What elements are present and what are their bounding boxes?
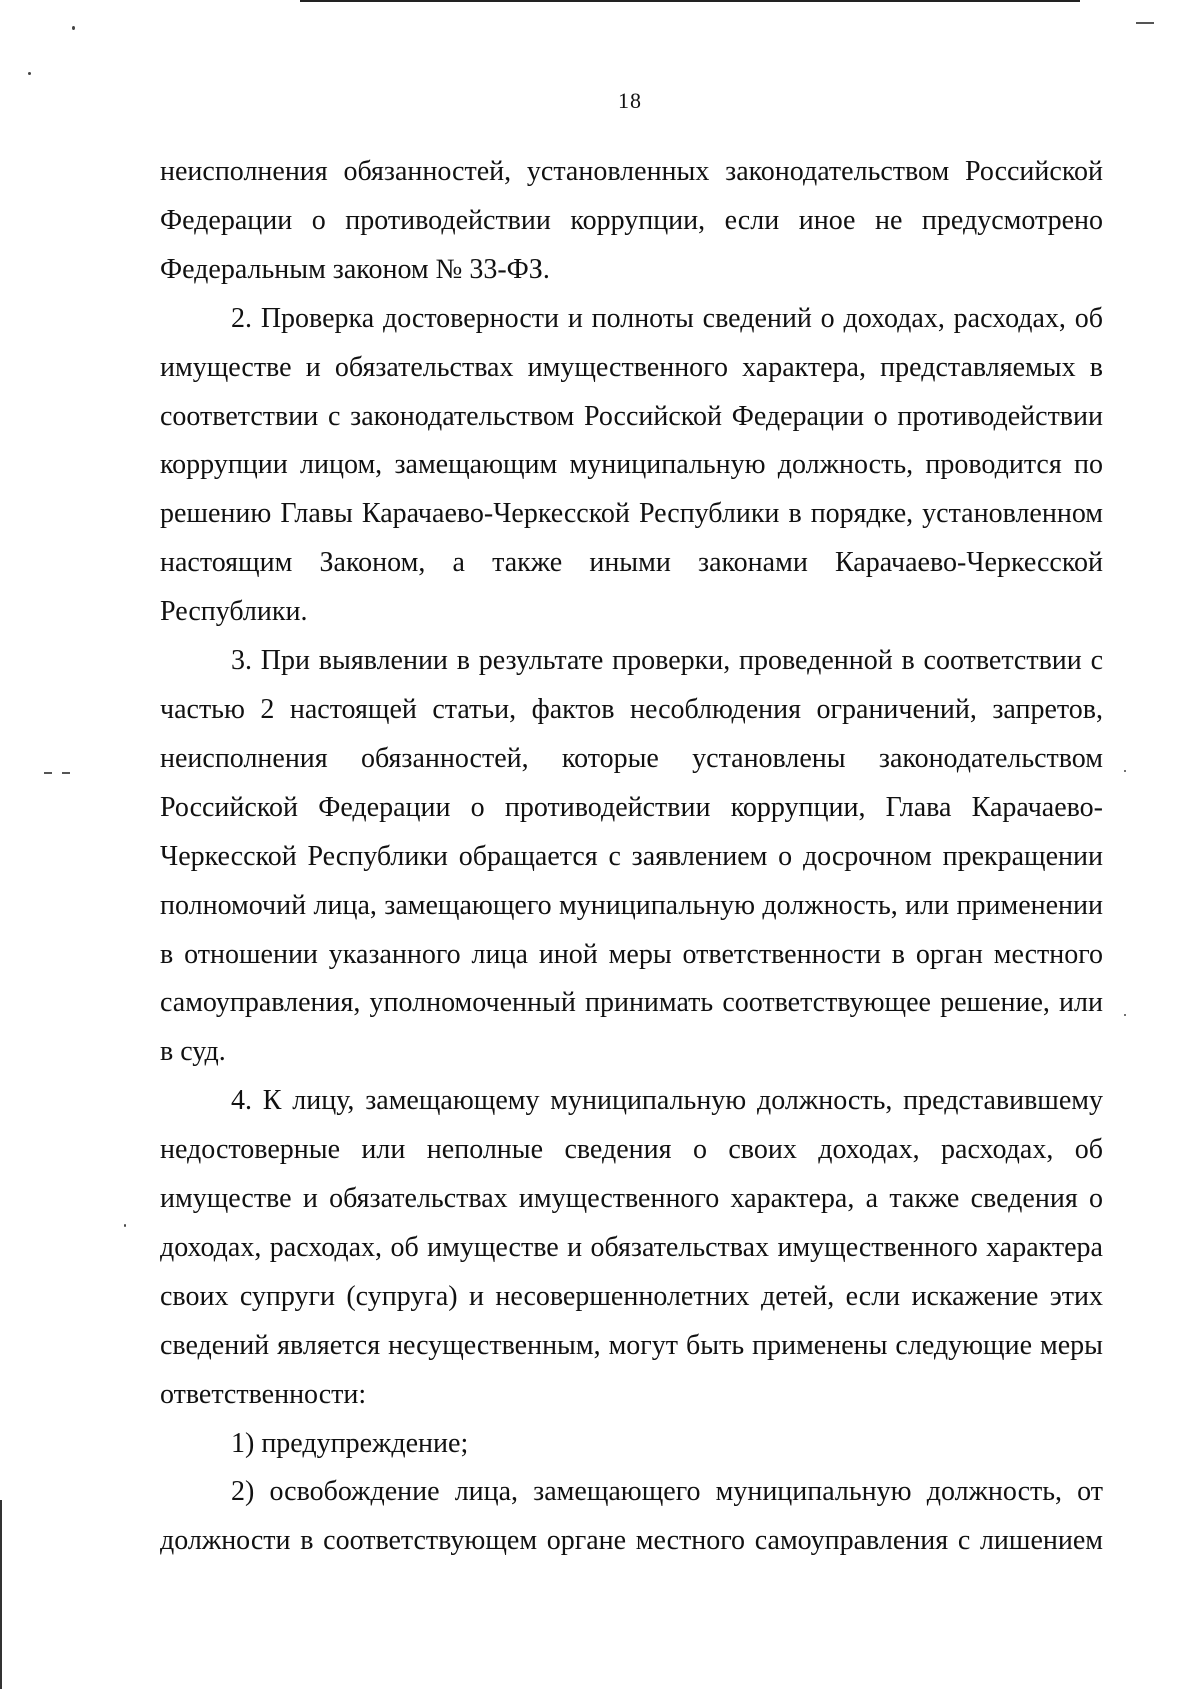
scan-dash	[1136, 22, 1154, 24]
scan-speck	[72, 26, 75, 30]
scan-dash	[44, 772, 52, 774]
paragraph-item-4: 4. К лицу, замещающему муниципальную должность, представившему недостоверные или неполные сведения о своих доходах, расходах, об имуществе и обязательствах имущественного характера, а также сведения о доходах, расходах, об имуществе и обязательствах имущественного характера своих супруги (супруга) и несовершеннолетних детей, если искажение этих сведений является несущественным, могут быть применены следующие меры ответственности:	[160, 1085, 1103, 1410]
paragraph-item-3: 3. При выявлении в результате проверки, проведенной в соответствии с частью 2 настоящей статьи, фактов несоблюдения ограничений, запретов, неисполнения обязанностей, которые установлены законодательством Российской Федерации о противодействии коррупции, Глава Карачаево-Черкесской Республики обращается с заявлением о досрочном прекращении полномочий лица, замещающего муниципальную должность, или применении в отношении указанного лица иной меры ответственности в орган местного самоуправления, уполномоченный принимать соответствующее решение, или в суд.	[160, 645, 1103, 1068]
scan-speck	[1124, 770, 1126, 772]
list-item-2: 2) освобождение лица, замещающего муниципальную должность, от должности в соответствующем органе местного самоуправления с лишением	[160, 1476, 1103, 1557]
scan-speck	[28, 72, 31, 75]
scan-speck	[1124, 1014, 1126, 1016]
paragraph-continuation: неисполнения обязанностей, установленных законодательством Российской Федерации о противодействии коррупции, если иное не предусмотрено Федеральным законом № 33-ФЗ.	[160, 156, 1103, 285]
scan-speck	[124, 1224, 126, 1227]
scan-top-edge	[300, 0, 1080, 2]
page-number: 18	[618, 88, 642, 113]
scan-dash	[62, 772, 70, 774]
document-body	[160, 148, 1103, 1566]
scan-left-edge	[0, 1500, 2, 1689]
list-item-1: 1) предупреждение;	[231, 1427, 469, 1459]
paragraph-item-2: 2. Проверка достоверности и полноты сведений о доходах, расходах, об имуществе и обязательствах имущественного характера, представляемых в соответствии с законодательством Российской Федерации о противодействии коррупции лицом, замещающим муниципальную должность, проводится по решению Главы Карачаево-Черкесской Республики в порядке, установленном настоящим Законом, а также иными законами Карачаево-Черкесской Республики.	[160, 302, 1103, 628]
